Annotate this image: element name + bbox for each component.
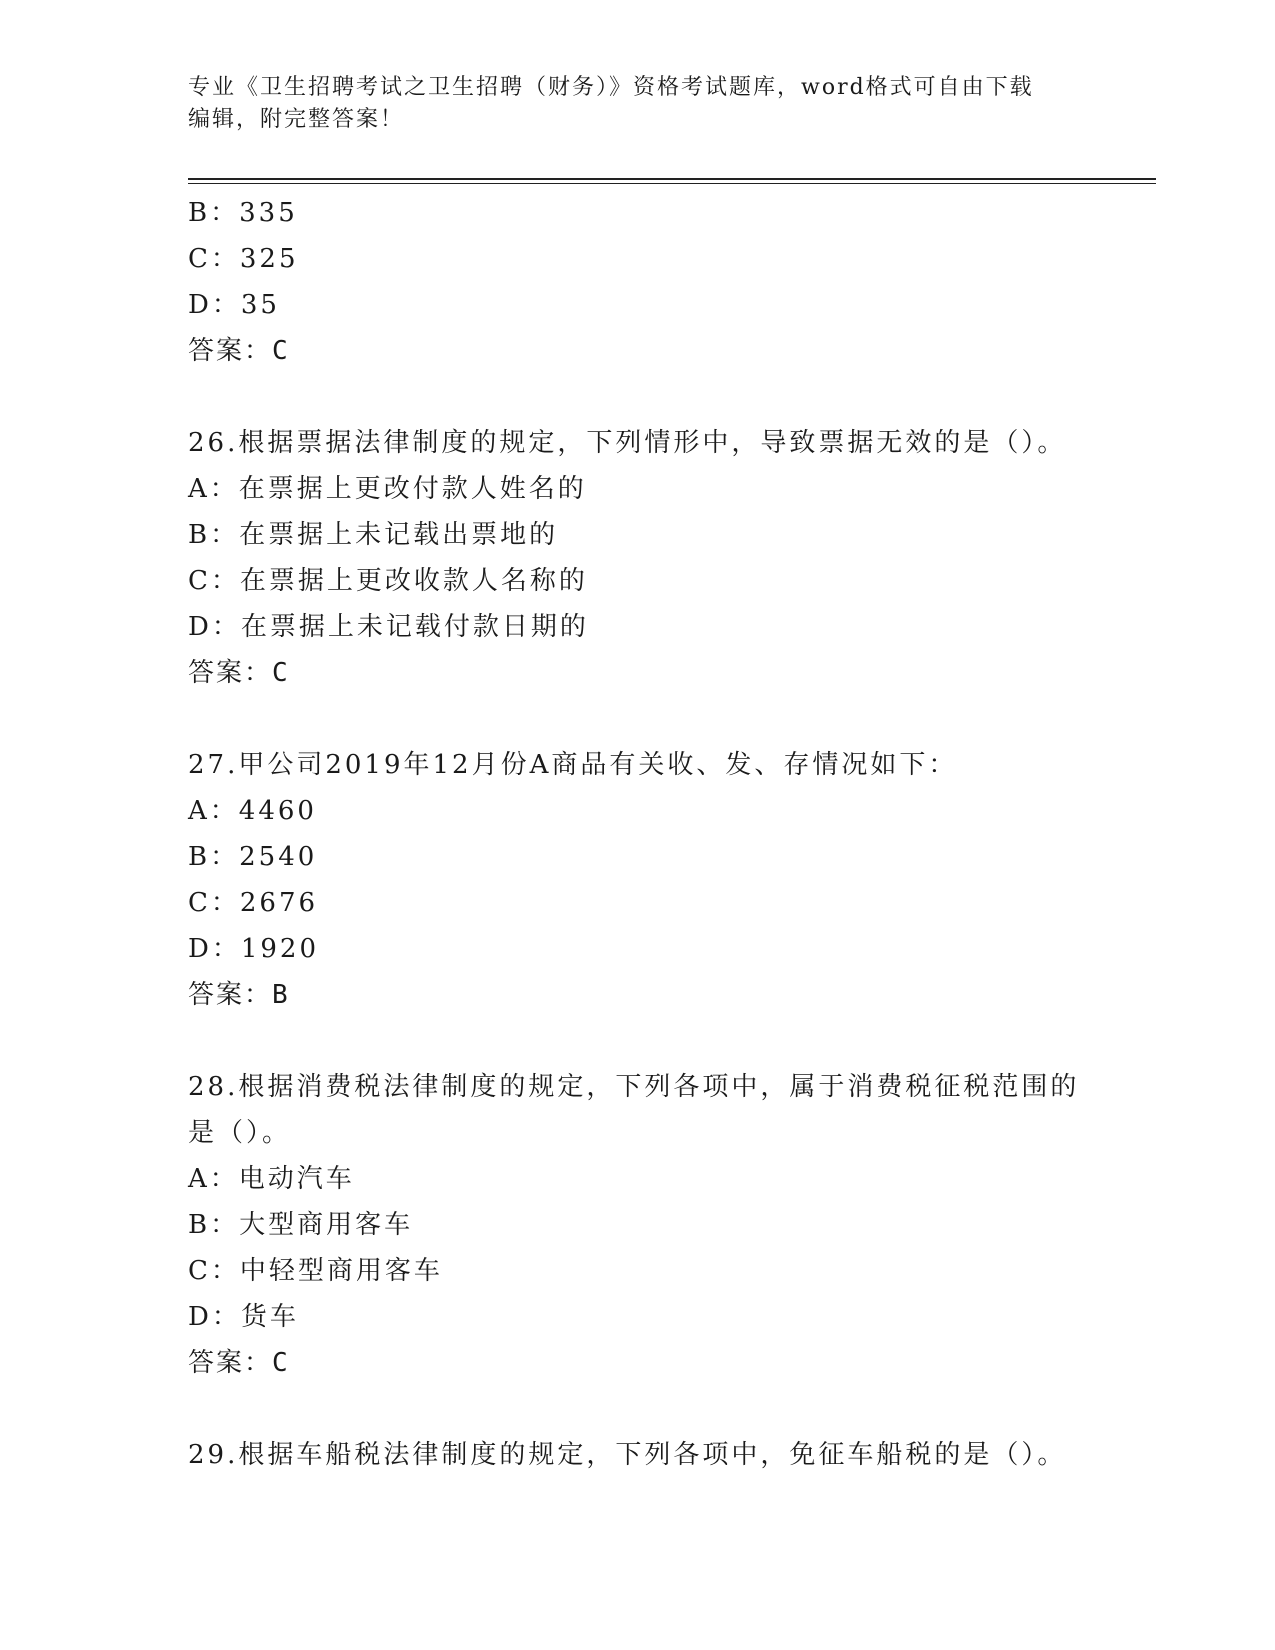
question-stem-line-1: 28.根据消费税法律制度的规定，下列各项中，属于消费税征税范围的 <box>188 1072 1080 1102</box>
question-stem: 29.根据车船税法律制度的规定，下列各项中，免征车船税的是（）。 <box>188 1440 1067 1470</box>
option-c: C：中轻型商用客车 <box>188 1256 443 1286</box>
answer-line: 答案：C <box>188 336 290 366</box>
spacer <box>188 374 1088 420</box>
option-d: D：1920 <box>188 934 320 964</box>
question-26-block <box>188 420 1088 696</box>
header-rule-thin <box>188 183 1156 184</box>
option-a: A：在票据上更改付款人姓名的 <box>188 474 587 504</box>
question-stem-line-2: 是（）。 <box>188 1118 292 1148</box>
question-29-block <box>188 1432 1088 1478</box>
option-d: D：货车 <box>188 1302 299 1332</box>
header-rule-thick <box>188 178 1156 180</box>
option-c: C：325 <box>188 244 299 274</box>
option-b: B：大型商用客车 <box>188 1210 414 1240</box>
option-c: C：2676 <box>188 888 319 918</box>
option-b: B：335 <box>188 198 298 228</box>
question-content <box>188 190 1088 1478</box>
page-header <box>188 72 1088 136</box>
question-stem: 26.根据票据法律制度的规定，下列情形中，导致票据无效的是（）。 <box>188 428 1067 458</box>
option-a: A：电动汽车 <box>188 1164 355 1194</box>
header-title-line-2: 编辑，附完整答案！ <box>188 107 405 132</box>
option-d: D：在票据上未记载付款日期的 <box>188 612 589 642</box>
prev-question-block <box>188 190 1088 374</box>
question-stem: 27.甲公司2019年12月份A商品有关收、发、存情况如下： <box>188 750 958 780</box>
answer-line: 答案：C <box>188 1348 290 1378</box>
question-28-block <box>188 1064 1088 1386</box>
answer-line: 答案：B <box>188 980 290 1010</box>
option-c: C：在票据上更改收款人名称的 <box>188 566 588 596</box>
option-b: B：2540 <box>188 842 318 872</box>
option-a: A：4460 <box>188 796 317 826</box>
answer-line: 答案：C <box>188 658 290 688</box>
option-d: D：35 <box>188 290 280 320</box>
spacer <box>188 1386 1088 1432</box>
question-27-block <box>188 742 1088 1018</box>
spacer <box>188 696 1088 742</box>
option-b: B：在票据上未记载出票地的 <box>188 520 559 550</box>
header-title-line-1: 专业《卫生招聘考试之卫生招聘（财务）》资格考试题库，word格式可自由下载 <box>188 75 1034 100</box>
spacer <box>188 1018 1088 1064</box>
